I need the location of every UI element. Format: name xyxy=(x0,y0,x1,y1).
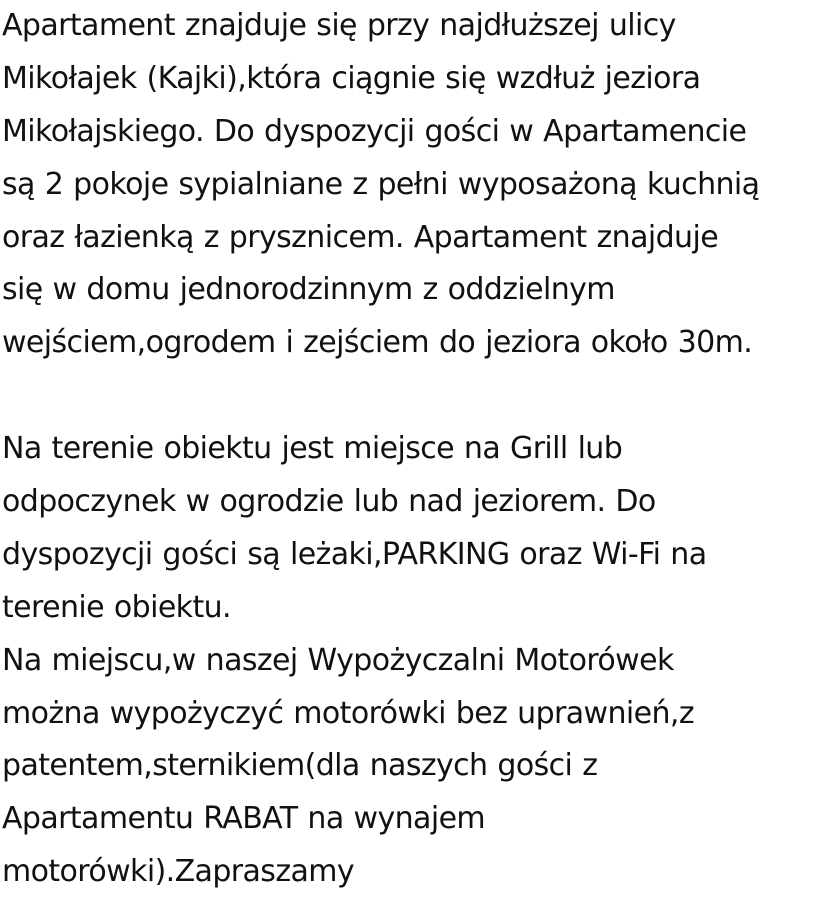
text-line: są 2 pokoje sypialniane z pełni wyposażoną kuchnią xyxy=(2,166,760,202)
text-line: terenie obiektu. xyxy=(2,589,231,625)
text-line: odpoczynek w ogrodzie lub nad jeziorem. Do xyxy=(2,484,656,520)
paragraph-amenities xyxy=(2,423,821,899)
text-line: Na terenie obiektu jest miejsce na Grill lub xyxy=(2,431,623,467)
text-line: motorówki).Zapraszamy xyxy=(2,854,355,890)
text-line: Apartamentu RABAT na wynajem xyxy=(2,801,486,837)
text-line: oraz łazienką z prysznicem. Apartament znajduje xyxy=(2,219,719,255)
text-line: Apartament znajduje się przy najdłuższej ulicy xyxy=(2,8,676,43)
text-line: Mikołajek (Kajki),która ciągnie się wzdłuż jeziora xyxy=(2,60,701,96)
text-line: można wypożyczyć motorówki bez uprawnień,z xyxy=(2,695,694,731)
text-line: Mikołajskiego. Do dyspozycji gości w Apartamencie xyxy=(2,113,747,149)
text-line: wejściem,ogrodem i zejściem do jeziora około 30m. xyxy=(2,325,753,361)
text-line: się w domu jednorodzinnym z oddzielnym xyxy=(2,272,615,308)
text-line: dyspozycji gości są leżaki,PARKING oraz Wi-Fi na xyxy=(2,536,707,572)
paragraph-apartment-description xyxy=(2,0,821,370)
paragraph-gap xyxy=(2,370,821,423)
text-line: Na miejscu,w naszej Wypożyczalni Motorówek xyxy=(2,642,674,678)
text-line: patentem,sternikiem(dla naszych gości z xyxy=(2,748,598,784)
